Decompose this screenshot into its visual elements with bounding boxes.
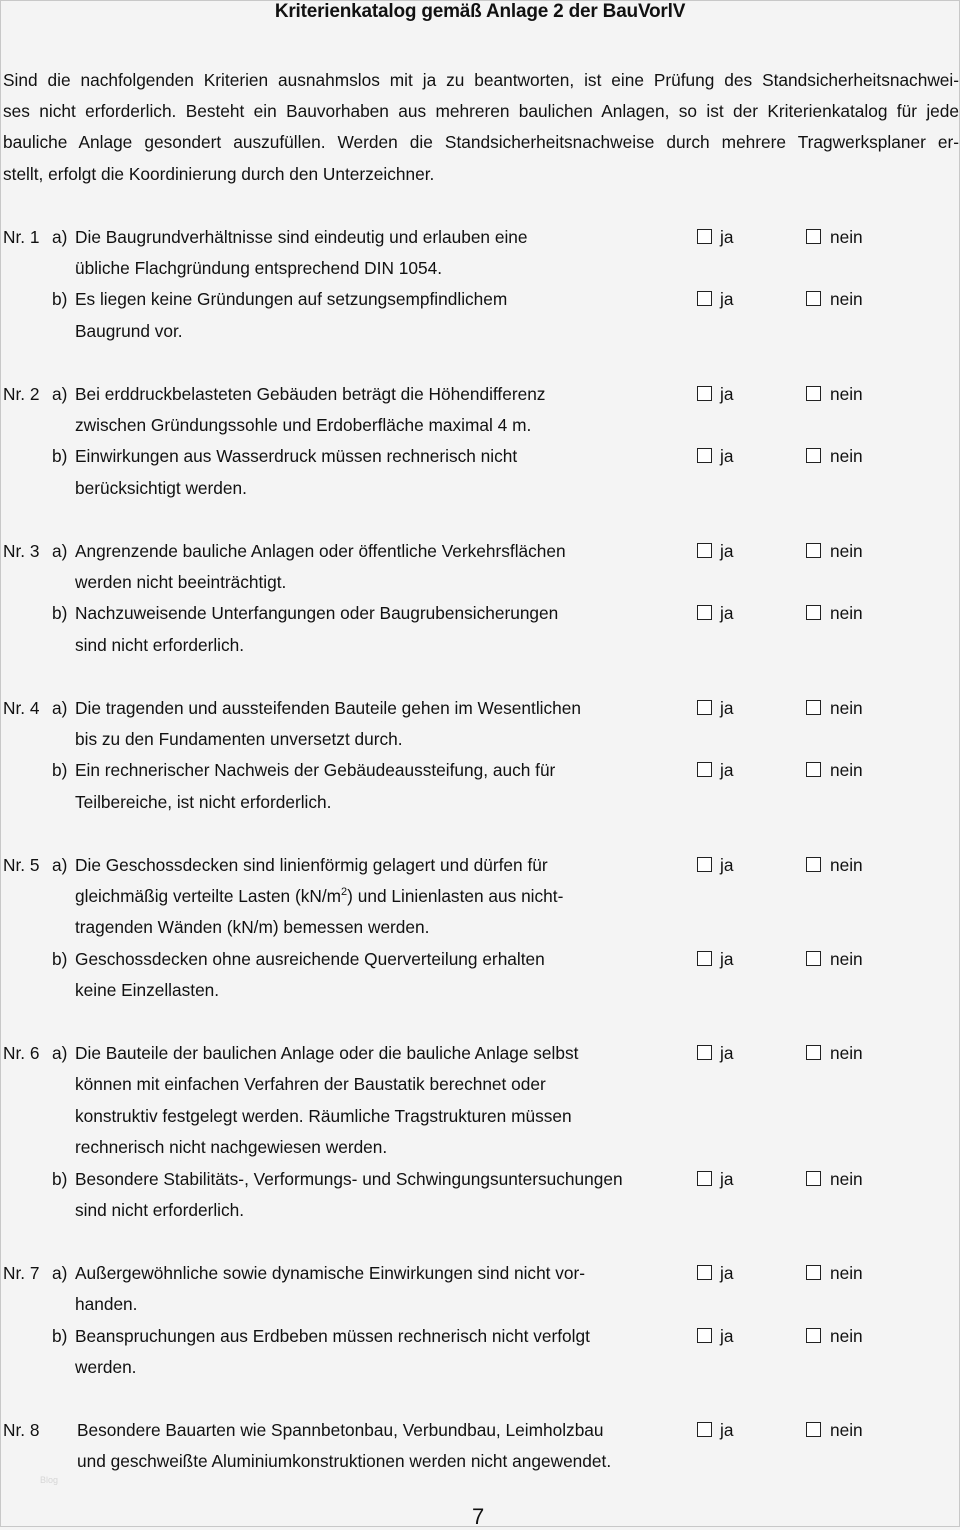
criterion-text: Beanspruchungen aus Erdbeben müssen rechnerisch nicht verfolgt bbox=[75, 1325, 590, 1346]
criterion-text: und geschweißte Aluminiumkonstruktionen werden nicht angewendet. bbox=[77, 1451, 612, 1472]
criterion-text: werden. bbox=[75, 1356, 137, 1377]
criterion-line bbox=[0, 850, 960, 881]
criterion-sub-label: a) bbox=[52, 854, 68, 875]
checkbox-nein[interactable] bbox=[806, 605, 821, 620]
criterion-sub-label: b) bbox=[52, 948, 68, 969]
criterion-text: können mit einfachen Verfahren der Baustatik berechnet oder bbox=[75, 1074, 546, 1095]
criterion-text: konstruktiv festgelegt werden. Räumliche Tragstrukturen müssen bbox=[75, 1105, 572, 1126]
checkbox-ja-label: ja bbox=[720, 603, 734, 624]
criterion-number: Nr. 5 bbox=[3, 854, 40, 875]
criterion-sub-label: a) bbox=[52, 226, 68, 247]
criterion-line bbox=[0, 284, 960, 315]
criterion-text: tragenden Wänden (kN/m) bemessen werden. bbox=[75, 917, 430, 938]
criterion-text: Es liegen keine Gründungen auf setzungsempfindlichem bbox=[75, 289, 508, 310]
criterion-text: Nachzuweisende Unterfangungen oder Baugrubensicherungen bbox=[75, 603, 559, 624]
checkbox-ja[interactable] bbox=[697, 1422, 712, 1437]
checkbox-nein[interactable] bbox=[806, 448, 821, 463]
criterion-text: Besondere Bauarten wie Spannbetonbau, Verbundbau, Leimholzbau bbox=[77, 1419, 604, 1440]
criterion-line bbox=[0, 975, 960, 1006]
checkbox-ja[interactable] bbox=[697, 448, 712, 463]
checkbox-ja-label: ja bbox=[720, 1419, 734, 1440]
checkbox-ja[interactable] bbox=[697, 762, 712, 777]
criterion-sub-label: b) bbox=[52, 446, 68, 467]
checkbox-ja-label: ja bbox=[720, 383, 734, 404]
criterion-text: bis zu den Fundamenten unversetzt durch. bbox=[75, 728, 403, 749]
criterion-line bbox=[0, 1164, 960, 1195]
criterion-text: Die Baugrundverhältnisse sind eindeutig und erlauben eine bbox=[75, 226, 528, 247]
checkbox-ja[interactable] bbox=[697, 700, 712, 715]
criterion-line bbox=[0, 473, 960, 504]
checkbox-ja[interactable] bbox=[697, 1171, 712, 1186]
checkbox-nein-label: nein bbox=[830, 383, 863, 404]
criterion-line bbox=[0, 253, 960, 284]
intro-line: stellt, erfolgt die Koordinierung durch den Unterzeichner. bbox=[3, 163, 435, 184]
criterion-line bbox=[0, 944, 960, 975]
checkbox-nein[interactable] bbox=[806, 291, 821, 306]
checkbox-ja[interactable] bbox=[697, 1045, 712, 1060]
criterion-text: handen. bbox=[75, 1294, 138, 1315]
criterion-line bbox=[0, 1446, 960, 1477]
checkbox-nein[interactable] bbox=[806, 1265, 821, 1280]
checkbox-ja-label: ja bbox=[720, 1168, 734, 1189]
text-segment: ) und Linienlasten aus nicht- bbox=[347, 885, 564, 906]
checkbox-nein-label: nein bbox=[830, 603, 863, 624]
criterion-text: Angrenzende bauliche Anlagen oder öffentliche Verkehrsflächen bbox=[75, 540, 566, 561]
checkbox-ja[interactable] bbox=[697, 951, 712, 966]
checkbox-ja[interactable] bbox=[697, 229, 712, 244]
checkbox-nein[interactable] bbox=[806, 1328, 821, 1343]
checkbox-ja[interactable] bbox=[697, 291, 712, 306]
checkbox-ja-label: ja bbox=[720, 1042, 734, 1063]
criterion-sub-label: a) bbox=[52, 1262, 68, 1283]
criterion-line bbox=[0, 598, 960, 629]
checkbox-nein-label: nein bbox=[830, 854, 863, 875]
checkbox-ja[interactable] bbox=[697, 386, 712, 401]
criterion-text: zwischen Gründungssohle und Erdoberfläche maximal 4 m. bbox=[75, 414, 532, 435]
intro-line: ses nicht erforderlich. Besteht ein Bauvorhaben aus mehreren baulichen Anlagen, so ist der Kriterienkatalog für jede bbox=[3, 100, 959, 121]
criterion-line bbox=[0, 1415, 960, 1446]
criterion-line bbox=[0, 1321, 960, 1352]
criterion-text: Einwirkungen aus Wasserdruck müssen rechnerisch nicht bbox=[75, 446, 518, 467]
criterion-text: Die Geschossdecken sind linienförmig gelagert und dürfen für bbox=[75, 854, 548, 875]
checkbox-nein[interactable] bbox=[806, 762, 821, 777]
criterion-number: Nr. 7 bbox=[3, 1262, 40, 1283]
criterion-line bbox=[0, 1195, 960, 1226]
checkbox-ja[interactable] bbox=[697, 1265, 712, 1280]
criterion-number: Nr. 1 bbox=[3, 226, 40, 247]
intro-line: Sind die nachfolgenden Kriterien ausnahmslos mit ja zu beantworten, ist eine Prüfung des Standsicherheitsnachwei- bbox=[3, 69, 959, 90]
checkbox-ja-label: ja bbox=[720, 289, 734, 310]
criterion-number: Nr. 2 bbox=[3, 383, 40, 404]
criterion-sub-label: b) bbox=[52, 289, 68, 310]
checkbox-nein-label: nein bbox=[830, 540, 863, 561]
criterion-text: sind nicht erforderlich. bbox=[75, 1199, 245, 1220]
criterion-sub-label: a) bbox=[52, 383, 68, 404]
checkbox-nein[interactable] bbox=[806, 1045, 821, 1060]
criterion-text: Geschossdecken ohne ausreichende Querverteilung erhalten bbox=[75, 948, 545, 969]
criterion-text: Außergewöhnliche sowie dynamische Einwirkungen sind nicht vor- bbox=[75, 1262, 586, 1283]
checkbox-nein-label: nein bbox=[830, 697, 863, 718]
checkbox-ja-label: ja bbox=[720, 854, 734, 875]
criterion-line bbox=[0, 1258, 960, 1289]
checkbox-nein-label: nein bbox=[830, 948, 863, 969]
criterion-line bbox=[0, 912, 960, 943]
checkbox-ja-label: ja bbox=[720, 948, 734, 969]
criterion-line bbox=[0, 693, 960, 724]
checkbox-ja-label: ja bbox=[720, 1325, 734, 1346]
criterion-sub-label: a) bbox=[52, 1042, 68, 1063]
checkbox-nein-label: nein bbox=[830, 1262, 863, 1283]
criterion-text: keine Einzellasten. bbox=[75, 980, 220, 1001]
criterion-sub-label: b) bbox=[52, 1325, 68, 1346]
checkbox-nein[interactable] bbox=[806, 700, 821, 715]
criterion-sub-label: b) bbox=[52, 1168, 68, 1189]
criterion-text: Bei erddruckbelasteten Gebäuden beträgt die Höhendifferenz bbox=[75, 383, 546, 404]
checkbox-nein-label: nein bbox=[830, 289, 863, 310]
intro-line: bauliche Anlage gesondert auszufüllen. Werden die Standsicherheitsnachweise durch mehrere Tragwerksplaner er- bbox=[3, 132, 959, 153]
criterion-sub-label: a) bbox=[52, 540, 68, 561]
criterion-line bbox=[0, 1038, 960, 1069]
checkbox-nein-label: nein bbox=[830, 226, 863, 247]
checkbox-ja-label: ja bbox=[720, 697, 734, 718]
criterion-number: Nr. 4 bbox=[3, 697, 40, 718]
criterion-line bbox=[0, 1132, 960, 1163]
checkbox-ja-label: ja bbox=[720, 1262, 734, 1283]
criterion-line bbox=[0, 787, 960, 818]
checkbox-nein[interactable] bbox=[806, 543, 821, 558]
checkbox-nein-label: nein bbox=[830, 1419, 863, 1440]
criterion-text: rechnerisch nicht nachgewiesen werden. bbox=[75, 1137, 388, 1158]
checkbox-ja-label: ja bbox=[720, 446, 734, 467]
criterion-line bbox=[0, 630, 960, 661]
checkbox-nein-label: nein bbox=[830, 1325, 863, 1346]
checkbox-ja[interactable] bbox=[697, 857, 712, 872]
criterion-line bbox=[0, 441, 960, 472]
criterion-text: berücksichtigt werden. bbox=[75, 477, 247, 498]
criterion-text: Teilbereiche, ist nicht erforderlich. bbox=[75, 791, 332, 812]
checkbox-ja-label: ja bbox=[720, 760, 734, 781]
checkbox-ja[interactable] bbox=[697, 543, 712, 558]
criterion-line bbox=[0, 1289, 960, 1320]
criterion-text: Die tragenden und aussteifenden Bauteile gehen im Wesentlichen bbox=[75, 697, 581, 718]
criterion-line bbox=[0, 316, 960, 347]
criterion-sub-label: b) bbox=[52, 603, 68, 624]
checkbox-nein[interactable] bbox=[806, 229, 821, 244]
criterion-line bbox=[0, 724, 960, 755]
text-segment: gleichmäßig verteilte Lasten (kN/m bbox=[75, 885, 342, 906]
checkbox-nein-label: nein bbox=[830, 760, 863, 781]
page-number: 7 bbox=[472, 1504, 485, 1529]
checkbox-ja[interactable] bbox=[697, 1328, 712, 1343]
criterion-line bbox=[0, 1101, 960, 1132]
criterion-line bbox=[0, 1352, 960, 1383]
criterion-sub-label: a) bbox=[52, 697, 68, 718]
superscript: 2 bbox=[341, 886, 348, 899]
criterion-line bbox=[0, 567, 960, 598]
criterion-text: sind nicht erforderlich. bbox=[75, 634, 245, 655]
checkbox-nein-label: nein bbox=[830, 1042, 863, 1063]
criterion-number: Nr. 3 bbox=[3, 540, 40, 561]
checkbox-ja[interactable] bbox=[697, 605, 712, 620]
criterion-text bbox=[75, 881, 563, 912]
checkbox-nein[interactable] bbox=[806, 1422, 821, 1437]
criterion-text: Besondere Stabilitäts-, Verformungs- und Schwingungsuntersuchungen bbox=[75, 1168, 623, 1189]
checkbox-nein[interactable] bbox=[806, 951, 821, 966]
criterion-line bbox=[0, 536, 960, 567]
document-title: Kriterienkatalog gemäß Anlage 2 der BauVorlV bbox=[274, 1, 686, 22]
checkbox-nein-label: nein bbox=[830, 1168, 863, 1189]
criterion-line bbox=[0, 1069, 960, 1100]
criterion-line bbox=[0, 410, 960, 441]
criterion-line bbox=[0, 379, 960, 410]
criterion-number: Nr. 6 bbox=[3, 1042, 40, 1063]
criterion-text: Ein rechnerischer Nachweis der Gebäudeaussteifung, auch für bbox=[75, 760, 556, 781]
watermark: Blog bbox=[40, 1475, 59, 1485]
criterion-line bbox=[0, 755, 960, 786]
criterion-line bbox=[0, 881, 960, 912]
criterion-text: Baugrund vor. bbox=[75, 320, 183, 341]
checkbox-nein-label: nein bbox=[830, 446, 863, 467]
criterion-text: Die Bauteile der baulichen Anlage oder die bauliche Anlage selbst bbox=[75, 1042, 579, 1063]
checkbox-nein[interactable] bbox=[806, 857, 821, 872]
criterion-sub-label: b) bbox=[52, 760, 68, 781]
checkbox-nein[interactable] bbox=[806, 1171, 821, 1186]
criterion-number: Nr. 8 bbox=[3, 1419, 40, 1440]
criterion-line bbox=[0, 222, 960, 253]
checkbox-ja-label: ja bbox=[720, 226, 734, 247]
criterion-text: übliche Flachgründung entsprechend DIN 1054. bbox=[75, 257, 442, 278]
checkbox-nein[interactable] bbox=[806, 386, 821, 401]
criterion-text: werden nicht beeinträchtigt. bbox=[75, 571, 287, 592]
checkbox-ja-label: ja bbox=[720, 540, 734, 561]
